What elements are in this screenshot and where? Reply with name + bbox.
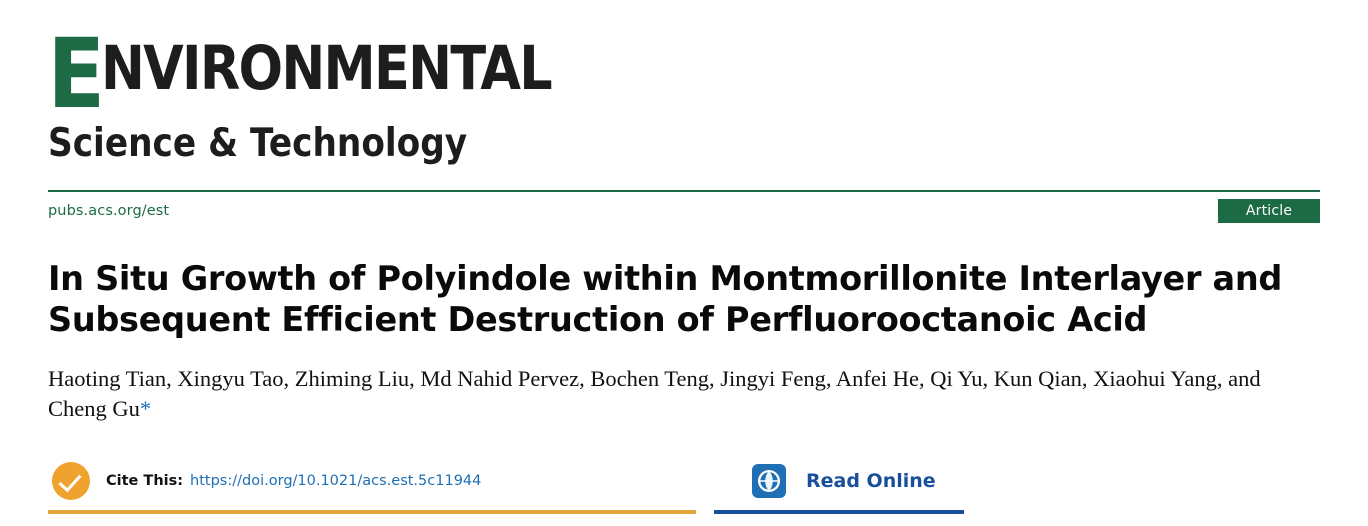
globe-icon [752, 464, 786, 498]
cite-this-label: Cite This: [106, 473, 184, 489]
journal-logo-line-2: Science & Technology [48, 121, 468, 166]
page-title: In Situ Growth of Polyindole within Montmorillonite Interlayer and Subsequent Efficient Destruction of Perfluorooctanoic Acid [48, 259, 1283, 339]
corresponding-author-marker: * [139, 396, 152, 421]
journal-logo [47, 18, 551, 180]
cite-doi-link[interactable]: https://doi.org/10.1021/acs.est.5c11944 [190, 473, 482, 489]
check-circle-icon [52, 462, 90, 500]
journal-url-link[interactable]: pubs.acs.org/est [48, 203, 170, 219]
article-type-badge: Article [1218, 199, 1320, 223]
journal-logo-dropcap: E [47, 18, 102, 130]
read-online-label[interactable]: Read Online [806, 470, 936, 492]
header-divider [48, 190, 1320, 192]
journal-logo-line-1 [47, 18, 551, 130]
read-online-block[interactable] [714, 452, 964, 514]
author-names: Haoting Tian, Xingyu Tao, Zhiming Liu, Md Nahid Pervez, Bochen Teng, Jingyi Feng, Anfei He, Qi Yu, Kun Qian, Xiaohui Yang, and Cheng Gu [48, 366, 1261, 421]
cite-this-block[interactable] [48, 452, 696, 514]
cite-bar [48, 452, 1320, 514]
author-list [48, 364, 1323, 424]
journal-logo-line-1-text: NVIRONMENTAL [100, 33, 551, 104]
